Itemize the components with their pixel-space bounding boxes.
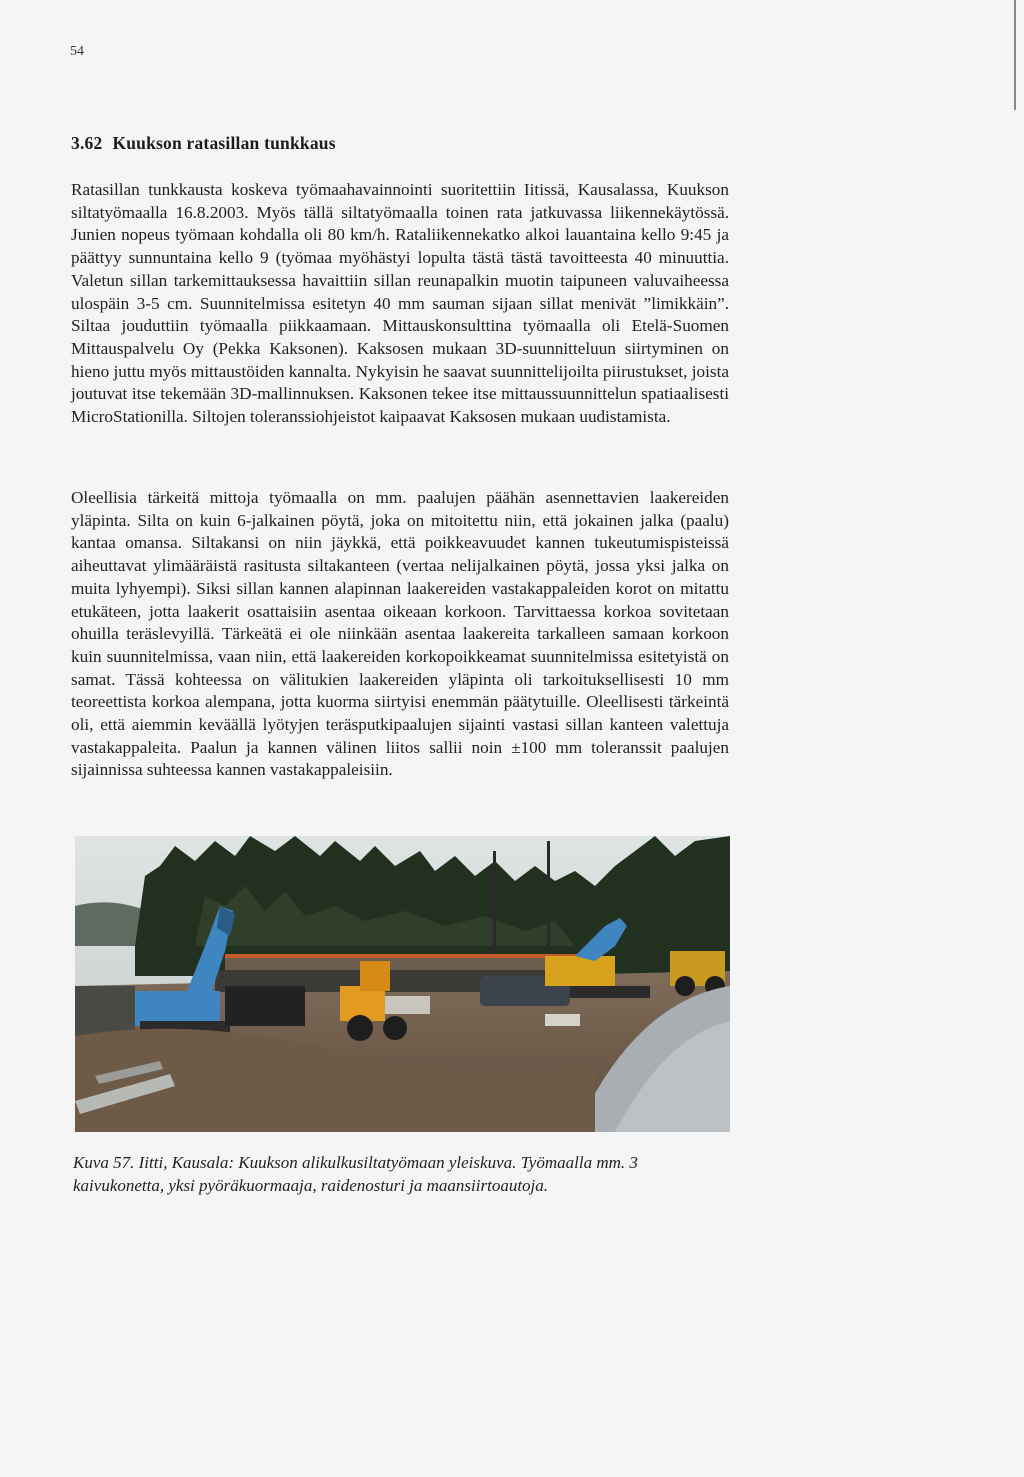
body-paragraph-2: Oleellisia tärkeitä mittoja työmaalla on mm. paalujen päähän asennettavien laakereiden yläpinta. Silta on kuin 6-jalkainen pöytä, joka on mitoitettu niin, että jokainen jalka (paalu) kantaa omansa. Siltakansi on niin jäykkä, että poikkeavuudet kannen tukeutumispisteissä aiheuttavat ylimääräistä rasitusta siltakanteen (vertaa nelijalkainen pöytä, jossa yksi jalka on muita lyhyempi). Siksi sillan kannen alapinnan laakereiden vastakappaleiden korot on mitattu etukäteen, jotta laakerit osattaisiin asentaa oikeaan korkoon. Tarvittaessa korkoa sovitetaan ohuilla teräslevyillä. Tärkeätä ei ole niinkään asentaa laakereita tarkalleen samaan korkoon kuin suunnitelmissa, vaan niin, että laakereiden korkopoikkeamat suunnitelmissa esitetyistä on samat. Tässä kohteessa on välitukien laakereiden yläpinta oli tarkoituksellisesti 10 mm teoreettista korkoa alempana, jotta kuorma siirtyisi enemmän päätytuille. Oleellisesti tärkeintä oli, että aiemmin keväällä lyötyjen teräsputkipaalujen sijainti vastasi sillan kanteen valettuja vastakappaleita. Paalun ja kannen välinen liitos sallii noin ±100 mm toleranssit paalujen sijainnissa suhteessa kannen vastakappaleisiin.	[71, 488, 729, 780]
page-number: 54	[70, 44, 84, 59]
figure-caption: Kuva 57. Iitti, Kausala: Kuukson alikulkusiltatyömaan yleiskuva. Työmaalla mm. 3 kaivukonetta, yksi pyöräkuormaaja, raidenosturi ja maansiirtoautoja.	[73, 1153, 638, 1195]
section-title: Kuukson ratasillan tunkkaus	[112, 133, 336, 153]
section-number: 3.62	[71, 133, 103, 153]
section-heading	[71, 133, 336, 154]
body-paragraph-1: Ratasillan tunkkausta koskeva työmaahavainnointi suoritettiin Iitissä, Kausalassa, Kuukson siltatyömaalla 16.8.2003. Myös tällä siltatyömaalla toinen rata jatkuvassa liikennekäytössä. Junien nopeus työmaan kohdalla oli 80 km/h. Rataliikennekatko alkoi lauantaina kello 9:45 ja päättyy sunnuntaina kello 9 (työmaa myöhästyi lopulta tästä tästä tavoitteesta 40 minuuttia. Valetun sillan tarkemittauksessa havaittiin sillan reunapalkin muotin taipuneen valuvaiheessa ulospäin 3-5 cm. Suunnitelmissa esitetyn 40 mm sauman sijaan sillat menivät ”limikkäin”. Siltaa jouduttiin työmaalla piikkaamaan. Mittauskonsulttina työmaalla oli Etelä-Suomen Mittauspalvelu Oy (Pekka Kaksonen). Kaksosen mukaan 3D-suunnitteluun siirtyminen on hieno juttu myös mittaustöiden kannalta. Nykyisin he saavat suunnittelijoilta piirustukset, joista joutuvat itse tekemään 3D-mallinnuksen. Kaksonen tekee itse mittaussuunnittelun spatiaalisesti MicroStationilla. Siltojen toleranssiohjeistot kaipaavat Kaksosen mukaan uudistamista.	[71, 180, 729, 427]
construction-site-photo	[75, 836, 730, 1132]
scan-edge-mark	[1014, 0, 1016, 110]
